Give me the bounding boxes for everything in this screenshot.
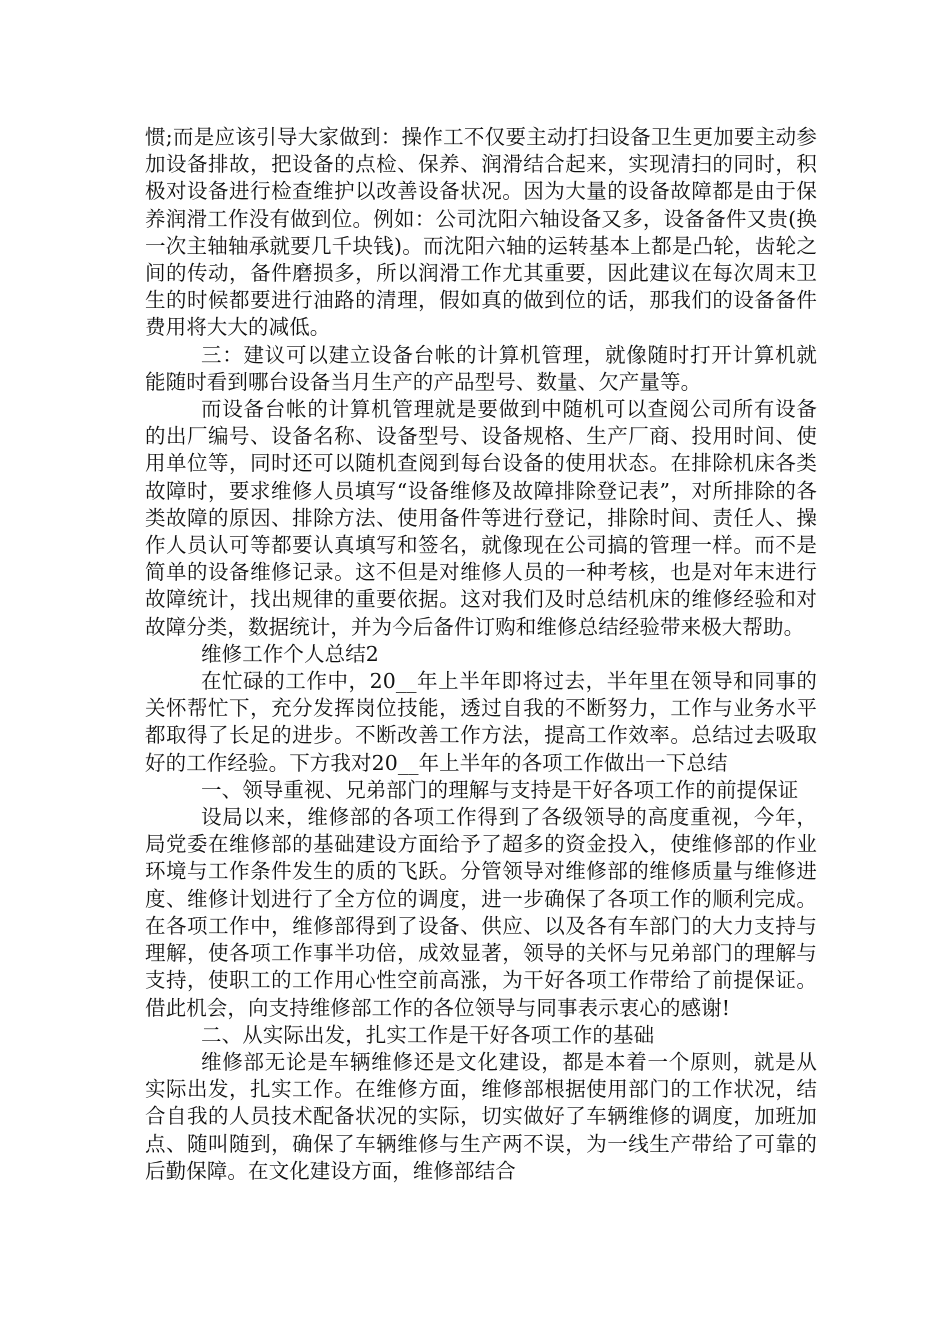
- paragraph: 设局以来，维修部的各项工作得到了各级领导的高度重视，今年，局党委在维修部的基础建设方面给予了超多的资金投入，使维修部的作业环境与工作条件发生的质的飞跃。分管领导对维修部的维修质量与维修进度、维修计划进行了全方位的调度，进一步确保了各项工作的顺利完成。在各项工作中，维修部得到了设备、供应、以及各有车部门的大力支持与理解，使各项工作事半功倍，成效显著，领导的关怀与兄弟部门的理解与支持，使职工的工作用心性空前高涨，为干好各项工作带给了前提保证。借此机会，向支持维修部工作的各位领导与同事表示衷心的感谢!: [145, 805, 817, 1020]
- section-title: 维修工作个人总结2: [201, 641, 379, 666]
- paragraph: 在忙碌的工作中，20__年上半年即将过去，半年里在领导和同事的关怀帮忙下，充分发挥岗位技能，透过自我的不断努力，工作与业务水平都取得了长足的进步。不断改善工作方法，提高工作效率。总结过去吸取好的工作经验。下方我对20__年上半年的各项工作做出一下总结: [145, 669, 817, 775]
- paragraph: 三：建议可以建立设备台帐的计算机管理，就像随时打开计算机就能随时看到哪台设备当月生产的产品型号、数量、欠产量等。: [145, 342, 817, 394]
- document-body: [145, 124, 817, 1185]
- section-heading: 一、领导重视、兄弟部门的理解与支持是干好各项工作的前提保证: [201, 777, 799, 802]
- section-heading: 二、从实际出发，扎实工作是干好各项工作的基础: [201, 1022, 655, 1047]
- paragraph: 维修部无论是车辆维修还是文化建设，都是本着一个原则，就是从实际出发，扎实工作。在维修方面，维修部根据使用部门的工作状况，结合自我的人员技术配备状况的实际，切实做好了车辆维修的调度，加班加点、随叫随到，确保了车辆维修与生产两不误，为一线生产带给了可靠的后勤保障。在文化建设方面，维修部结合: [145, 1049, 817, 1183]
- paragraph: 惯;而是应该引导大家做到：操作工不仅要主动打扫设备卫生更加要主动参加设备排故，把设备的点检、保养、润滑结合起来，实现清扫的同时，积极对设备进行检查维护以改善设备状况。因为大量的设备故障都是由于保养润滑工作没有做到位。例如：公司沈阳六轴设备又多，设备备件又贵(换一次主轴轴承就要几千块钱)。而沈阳六轴的运转基本上都是凸轮，齿轮之间的传动，备件磨损多，所以润滑工作尤其重要，因此建议在每次周末卫生的时候都要进行油路的清理，假如真的做到位的话，那我们的设备备件费用将大大的减低。: [145, 125, 817, 340]
- paragraph: 而设备台帐的计算机管理就是要做到中随机可以查阅公司所有设备的出厂编号、设备名称、设备型号、设备规格、生产厂商、投用时间、使用单位等，同时还可以随机查阅到每台设备的使用状态。在排除机床各类故障时，要求维修人员填写“设备维修及故障排除登记表”，对所排除的各类故障的原因、排除方法、使用备件等进行登记，排除时间、责任人、操作人员认可等都要认真填写和签名，就像现在公司搞的管理一样。而不是简单的设备维修记录。这不但是对维修人员的一种考核，也是对年末进行故障统计，找出规律的重要依据。这对我们及时总结机床的维修经验和对故障分类，数据统计，并为今后备件订购和维修总结经验带来极大帮助。: [145, 397, 817, 639]
